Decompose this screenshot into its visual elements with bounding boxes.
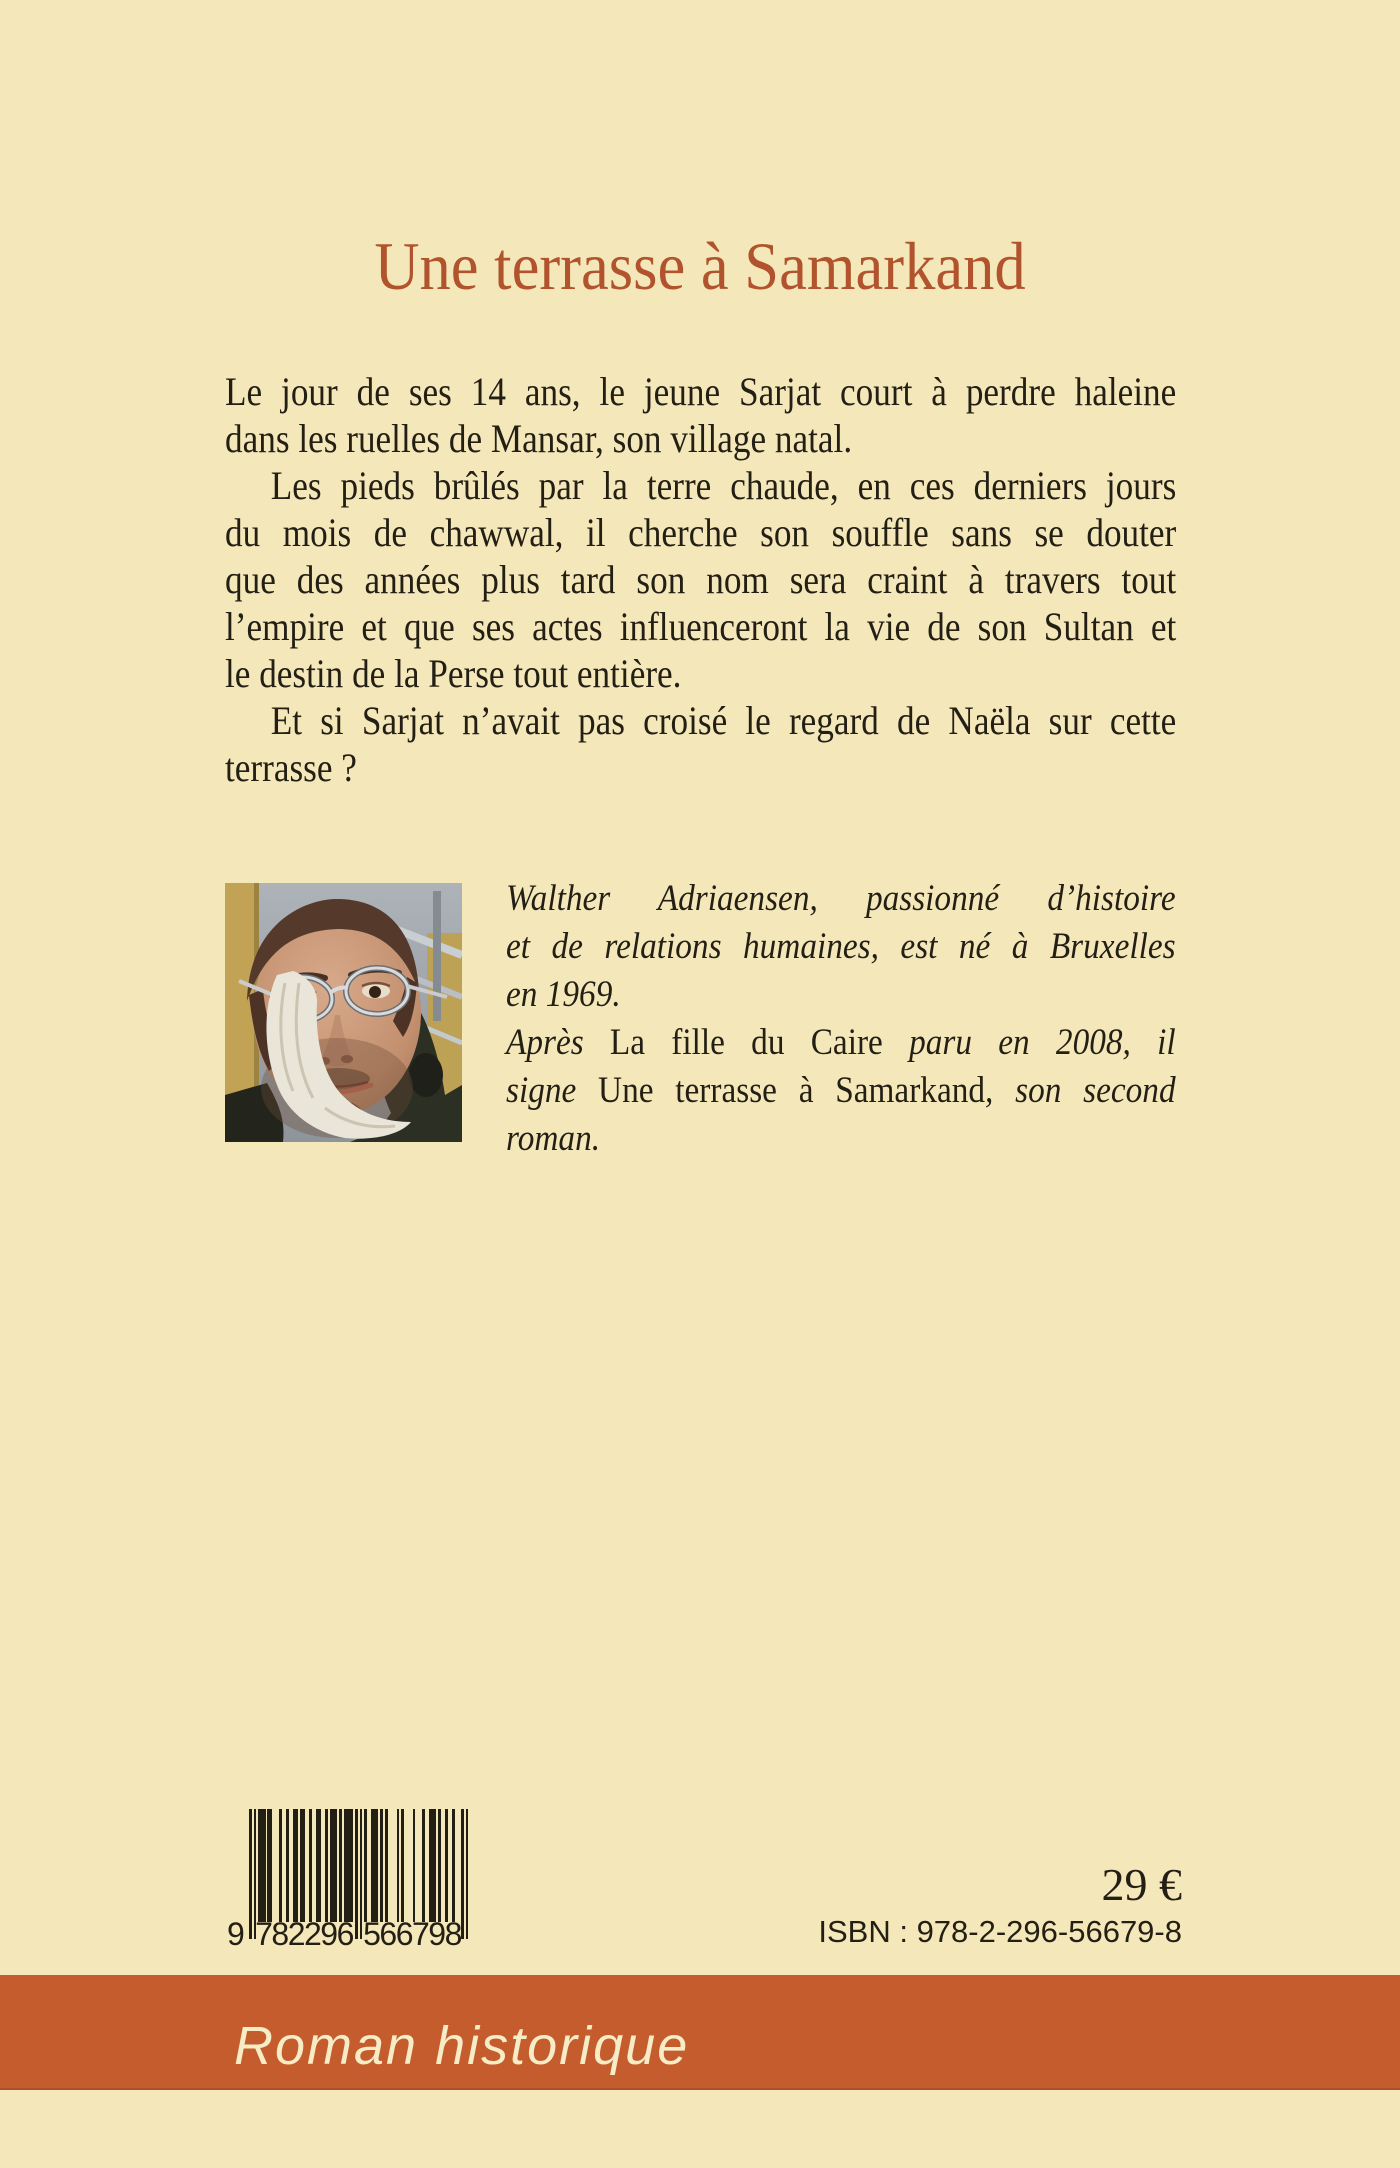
barcode-bar xyxy=(325,1809,328,1922)
page-title xyxy=(0,228,1400,304)
barcode-bar xyxy=(385,1809,388,1922)
barcode-bar xyxy=(318,1809,321,1922)
synopsis-paragraph xyxy=(225,368,1176,462)
barcode-bar xyxy=(334,1809,337,1922)
barcode-bar xyxy=(286,1809,289,1922)
synopsis-paragraph xyxy=(225,697,1176,791)
bio-line: roman. xyxy=(506,1118,601,1159)
barcode-bar xyxy=(376,1809,379,1922)
synopsis-line: dans les ruelles de Mansar, son village natal. xyxy=(225,416,853,461)
barcode-digits: 566798 xyxy=(363,1916,461,1952)
synopsis-line: Et si Sarjat n’avait pas croisé le regard de Naëla sur cette xyxy=(270,698,1177,743)
isbn: ISBN : 978-2-296-56679-8 xyxy=(818,1914,1182,1949)
synopsis-line: que des années plus tard son nom sera craint à travers tout xyxy=(225,557,1177,602)
barcode-bar xyxy=(401,1809,404,1922)
bio-line: signe Une terrasse à Samarkand, son second xyxy=(506,1070,1176,1111)
author-bio xyxy=(506,875,1176,1163)
barcode-digits: 9 xyxy=(227,1916,244,1952)
synopsis-line: terrasse ? xyxy=(225,745,357,790)
synopsis-line: Le jour de ses 14 ans, le jeune Sarjat court à perdre haleine xyxy=(225,369,1177,414)
barcode-bar xyxy=(263,1809,266,1922)
barcode-bar xyxy=(413,1809,416,1922)
genre-band xyxy=(0,1975,1400,2090)
synopsis-line: du mois de chawwal, il cherche son souffle sans se douter xyxy=(225,510,1177,555)
bio-line: Walther Adriaensen, passionné d’histoire xyxy=(506,878,1176,919)
barcode-bar xyxy=(364,1809,367,1922)
synopsis-line: l’empire et que ses actes influenceront la vie de son Sultan et xyxy=(225,604,1177,649)
barcode-bar xyxy=(350,1809,353,1922)
synopsis-paragraph xyxy=(225,462,1176,697)
barcode-bar xyxy=(279,1809,282,1922)
barcode-bar xyxy=(309,1809,312,1922)
barcode-bar xyxy=(438,1809,441,1922)
book-title: Une terrasse à Samarkand xyxy=(374,228,1026,304)
bio-line: Après La fille du Caire paru en 2008, il xyxy=(506,1022,1176,1063)
barcode-bar xyxy=(422,1809,425,1922)
bio-line: et de relations humaines, est né à Bruxelles xyxy=(506,926,1176,967)
barcode-bar xyxy=(397,1809,400,1922)
barcode-bar xyxy=(433,1809,436,1922)
author-photo xyxy=(225,883,462,1142)
synopsis-line: Les pieds brûlés par la terre chaude, en ces derniers jours xyxy=(270,463,1177,508)
bio-paragraph xyxy=(506,1019,1176,1163)
bio-paragraph xyxy=(506,875,1176,1019)
bio-line: en 1969. xyxy=(506,974,621,1015)
barcode-bar xyxy=(295,1809,298,1922)
author-portrait-image xyxy=(225,883,462,1142)
genre-label: Roman historique xyxy=(234,2016,690,2076)
synopsis xyxy=(225,368,1176,791)
barcode-bar xyxy=(452,1809,455,1922)
synopsis-line: le destin de la Perse tout entière. xyxy=(225,651,682,696)
barcode-digits: 782296 xyxy=(255,1916,353,1952)
barcode-bar xyxy=(466,1809,469,1939)
barcode-bar xyxy=(270,1809,273,1922)
barcode-bar xyxy=(445,1809,448,1922)
barcode-bar xyxy=(380,1809,383,1922)
price: 29 € xyxy=(1101,1859,1182,1910)
barcode-bar xyxy=(302,1809,305,1922)
barcode-bar xyxy=(339,1809,342,1922)
